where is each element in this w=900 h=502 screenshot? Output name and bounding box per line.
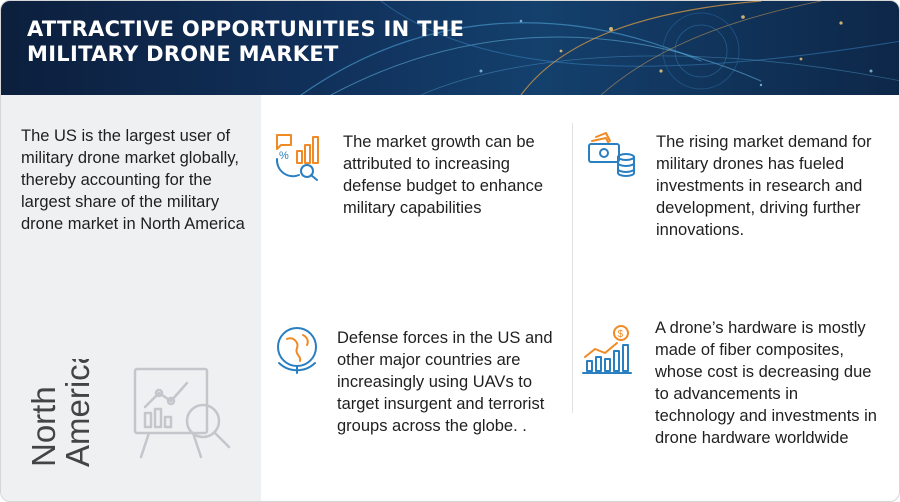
growth-analytics-icon <box>273 129 325 181</box>
region-label-line1: North <box>25 386 62 467</box>
region-panel <box>1 95 261 502</box>
analytics-board-icon <box>129 363 239 463</box>
opportunity-item-hardware-cost <box>581 319 891 493</box>
opportunity-item-investment <box>586 129 886 249</box>
opportunity-text: A drone’s hardware is mostly made of fiber composites, whose cost is decreasing due to advancements in technology and investments in drone hardware worldwide <box>655 319 877 447</box>
globe-icon <box>273 323 325 375</box>
page-title: ATTRACTIVE OPPORTUNITIES IN THE MILITARY DRONE MARKET <box>27 17 465 66</box>
money-coins-icon <box>586 129 638 181</box>
svg-text:$: $ <box>617 329 624 340</box>
header-banner <box>1 1 900 95</box>
region-label <box>23 359 95 469</box>
opportunity-text: The rising market demand for military drones has fueled investments in research and development, driving further innovations. <box>656 133 872 239</box>
opportunity-text: The market growth can be attributed to increasing defense budget to enhance military capabilities <box>343 133 544 217</box>
region-label-line2: America <box>59 359 95 467</box>
opportunity-item-uav-use <box>273 323 563 463</box>
svg-text:%: % <box>279 150 289 162</box>
region-summary: The US is the largest user of military drone market globally, thereby accounting for the largest share of the military drone market in North America <box>21 127 245 233</box>
column-divider <box>572 123 573 413</box>
opportunity-item-budget <box>273 129 563 229</box>
opportunity-text: Defense forces in the US and other major countries are increasingly using UAVs to target insurgent and terrorist groups across the globe. . <box>337 329 553 435</box>
cost-chart-icon <box>581 323 633 375</box>
